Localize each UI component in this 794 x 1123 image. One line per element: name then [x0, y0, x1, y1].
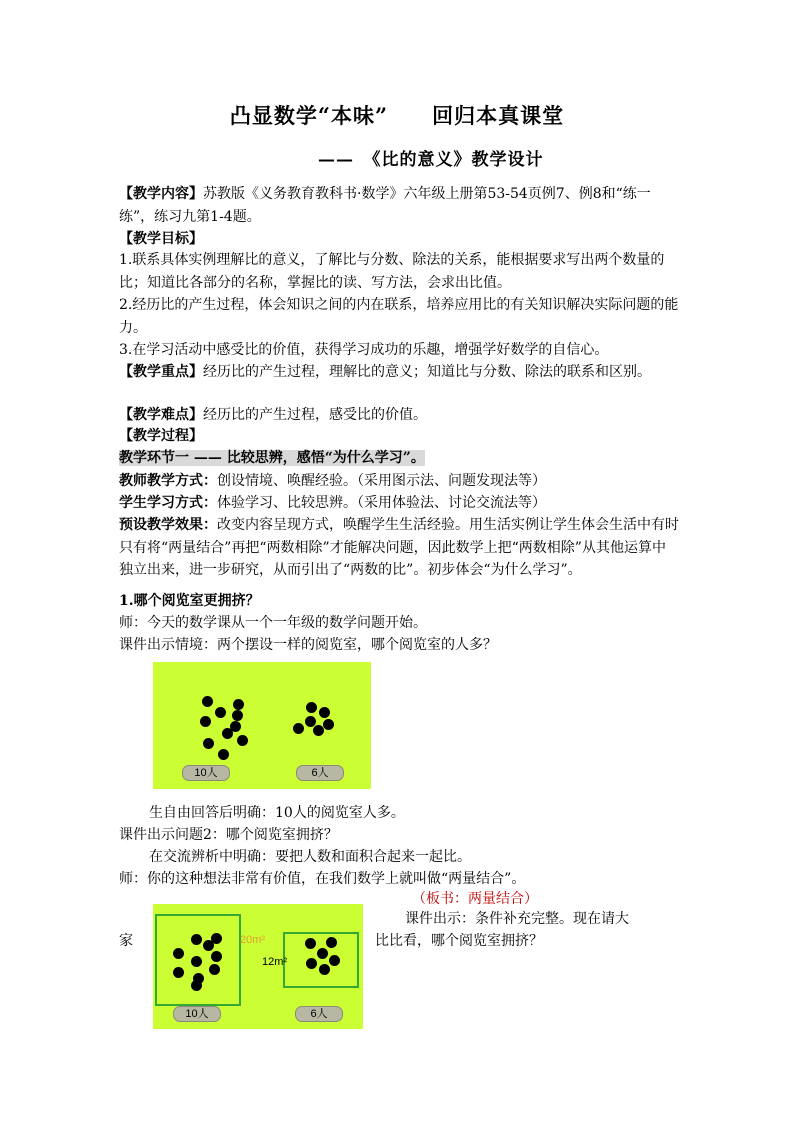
person-dot: [293, 723, 304, 734]
person-dot: [215, 707, 226, 718]
person-dot: [326, 937, 337, 948]
expected-effect: [119, 514, 679, 582]
content-text: 苏教版《义务教育教科书·数学》六年级上册第53-54页例7、例8和“练一练”，练习九第1-4题。: [119, 186, 651, 225]
person-dot: [329, 955, 340, 966]
person-dot: [305, 938, 316, 949]
student-method-text: 体验学习、比较思辨。（采用体验法、讨论交流法等）: [217, 495, 546, 511]
person-dot: [191, 980, 202, 991]
paragraph-discussion: 在交流辨析中明确：要把人数和面积合起来一起比。: [149, 849, 471, 865]
area-label-left: 20m²: [240, 934, 266, 946]
room-label-left: 10人: [182, 765, 230, 781]
room-label-right: 6人: [296, 765, 344, 781]
person-dot: [191, 956, 202, 967]
expected-effect-label: 预设教学效果：: [119, 517, 217, 533]
room-label-left: 10人: [173, 1006, 221, 1022]
person-dot: [230, 721, 241, 732]
teacher-method-text: 创设情境、唤醒经验。（采用图示法、问题发现法等）: [217, 473, 546, 489]
person-dot: [211, 951, 222, 962]
person-dot: [173, 948, 184, 959]
paragraph-courseware-scene: 课件出示情境：两个摆设一样的阅览室，哪个阅览室的人多？: [119, 637, 497, 653]
person-dot: [319, 964, 330, 975]
person-dot: [173, 967, 184, 978]
reading-room-figure-1: [153, 662, 371, 789]
person-dot: [306, 958, 317, 969]
person-dot: [211, 933, 222, 944]
goals-label: 【教学目标】: [119, 231, 203, 247]
room-label-right: 6人: [295, 1006, 343, 1022]
person-dot: [191, 934, 202, 945]
paragraph-teacher-intro: 师：今天的数学课从一个一年级的数学问题开始。: [119, 615, 427, 631]
paragraph-question-2: 课件出示问题2：哪个阅览室拥挤？: [119, 827, 338, 843]
goal-item-3: 3.在学习活动中感受比的价值，获得学习成功的乐趣，增强学好数学的自信心。: [119, 342, 609, 358]
reading-room-figure-2: [153, 904, 363, 1029]
person-dot: [317, 948, 328, 959]
page-title: 凸显数学“本味” 回归本真课堂: [229, 103, 565, 128]
expected-effect-text: 改变内容呈现方式，唤醒学生生活经验。用生活实例让学生体会生活中有时只有将“两量结合”再把“两数相除”才能解决问题，因此数学上把“两数相除”从其他运算中独立出来，进一步研究，从而引出了“两数的比”。初步体会“为什么学习”。: [119, 517, 679, 578]
student-method: [119, 492, 546, 512]
person-dot: [233, 699, 244, 710]
person-dot: [232, 710, 243, 721]
paragraph-answer-1: 生自由回答后明确：10人的阅览室人多。: [149, 805, 405, 821]
process-label: 【教学过程】: [119, 428, 203, 444]
person-dot: [319, 707, 330, 718]
key-point-label: 【教学重点】: [119, 364, 203, 380]
paragraph-wrap-start: 家: [119, 933, 133, 949]
teacher-method-label: 教师教学方式：: [119, 473, 217, 489]
difficulty-section: [119, 404, 427, 424]
page-subtitle: —— 《比的意义》教学设计: [318, 150, 544, 170]
person-dot: [203, 738, 214, 749]
difficulty-label: 【教学难点】: [119, 407, 203, 423]
goal-item-2: 2.经历比的产生过程，体会知识之间的内在联系，培养应用比的有关知识解决实际问题的能力。: [119, 297, 679, 336]
content-label: 【教学内容】: [119, 186, 203, 202]
person-dot: [209, 964, 220, 975]
area-label-right: 12m²: [262, 956, 288, 968]
person-dot: [323, 719, 334, 730]
content-section: [119, 183, 679, 228]
person-dot: [306, 702, 317, 713]
person-dot: [313, 725, 324, 736]
question-1: 1.哪个阅览室更拥挤？: [119, 593, 260, 609]
teacher-method: [119, 470, 546, 490]
room-right-outline: [283, 932, 359, 988]
difficulty-text: 经历比的产生过程，感受比的价值。: [203, 407, 427, 423]
key-point-section: [119, 361, 679, 384]
stage1-heading: [119, 447, 425, 467]
stage1-text: 教学环节一 —— 比较思辨，感悟“为什么学习”。: [119, 450, 425, 466]
person-dot: [200, 716, 211, 727]
person-dot: [237, 735, 248, 746]
goal-item-1: 1.联系具体实例理解比的意义，了解比与分数、除法的关系，能根据要求写出两个数量的比；知道比各部分的名称，掌握比的读、写方法，会求出比值。: [119, 252, 665, 291]
board-note: （板书：两量结合）: [412, 891, 538, 907]
paragraph-teacher-comment: 师：你的这种想法非常有价值，在我们数学上就叫做“两量结合”。: [119, 871, 526, 887]
paragraph-wrap-end: 比比看，哪个阅览室拥挤？: [375, 933, 543, 949]
key-point-text: 经历比的产生过程，理解比的意义；知道比与分数、除法的联系和区别。: [203, 364, 651, 380]
person-dot: [202, 696, 213, 707]
paragraph-courseware-complete: 课件出示：条件补充完整。现在请大: [405, 911, 629, 927]
person-dot: [218, 749, 229, 760]
student-method-label: 学生学习方式：: [119, 495, 217, 511]
